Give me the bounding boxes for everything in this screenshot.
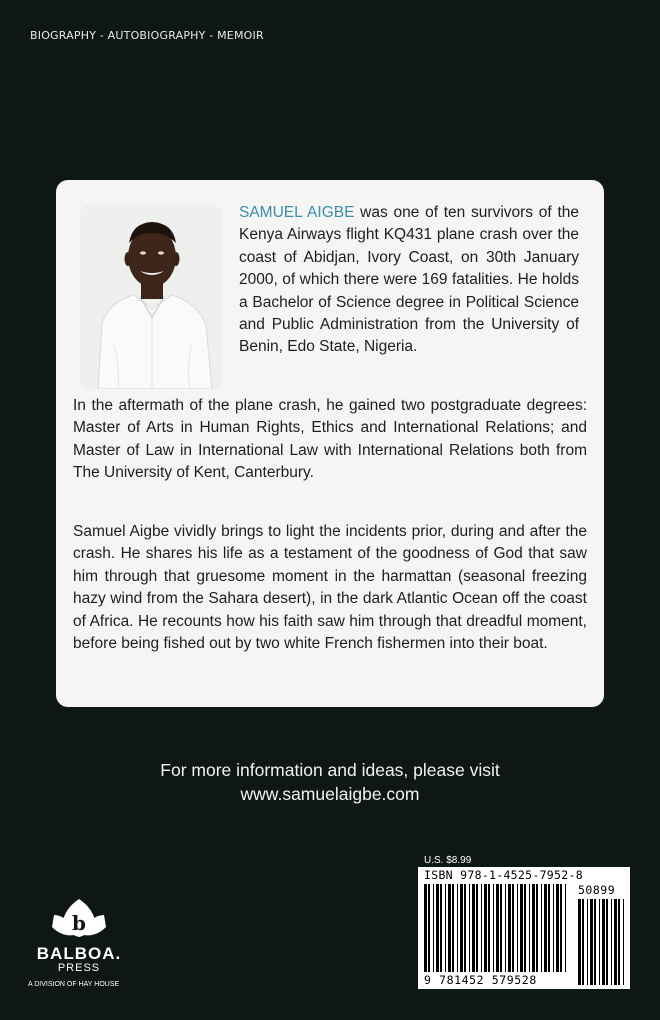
education-paragraph: In the aftermath of the plane crash, he gained two postgraduate degrees: Master of Arts in Human Rights, Ethics and International Relations; and Master of Law in International Law with International Relations both from The University of Kent, Canterbury. bbox=[73, 397, 587, 482]
publisher-sub: PRESS bbox=[57, 962, 101, 974]
website-link[interactable]: www.samuelaigbe.com bbox=[240, 784, 420, 804]
isbn-text: ISBN 978-1-4525-7952-8 bbox=[424, 868, 583, 882]
barcode-bars bbox=[418, 867, 630, 989]
author-name: SAMUEL AIGBE bbox=[239, 204, 355, 221]
price-label: U.S. $8.99 bbox=[424, 855, 472, 866]
author-bio-panel bbox=[56, 180, 604, 707]
svg-text:b: b bbox=[72, 911, 86, 935]
genre-label: BIOGRAPHY - AUTOBIOGRAPHY - MEMOIR bbox=[30, 29, 264, 42]
author-bio-paragraph bbox=[239, 202, 579, 359]
isbn-barcode bbox=[418, 867, 630, 989]
barcode-digits: 9 781452 579528 bbox=[424, 973, 537, 987]
author-bio-text: was one of ten survivors of the Kenya Airways flight KQ431 plane crash over the coast of Abidjan, Ivory Coast, on 30th January 2000, of which there were 169 fatalities. He holds a Bachelor of Science degree in Political Science and Public Administration from the University of Benin, Edo State, Nigeria. bbox=[239, 204, 579, 356]
author-photo bbox=[80, 205, 222, 389]
publisher-division: A DIVISION OF HAY HOUSE bbox=[28, 981, 120, 988]
publisher-logo bbox=[24, 895, 134, 995]
synopsis-paragraph: Samuel Aigbe vividly brings to light the incidents prior, during and after the crash. He shares his life as a testament of the goodness of God that saw him through that gruesome moment in the harmattan (seasonal freezing hazy wind from the Sahara desert), in the dark Atlantic Ocean off the coast of Africa. He recounts how his faith saw him through that dreadful moment, before being fished out by two white French fishermen into their boat. bbox=[73, 523, 587, 653]
more-info-text: For more information and ideas, please visit bbox=[160, 760, 500, 780]
publisher-name: BALBOA. bbox=[36, 944, 122, 963]
price-code: 50899 bbox=[578, 883, 616, 897]
lotus-b-icon bbox=[24, 895, 134, 945]
